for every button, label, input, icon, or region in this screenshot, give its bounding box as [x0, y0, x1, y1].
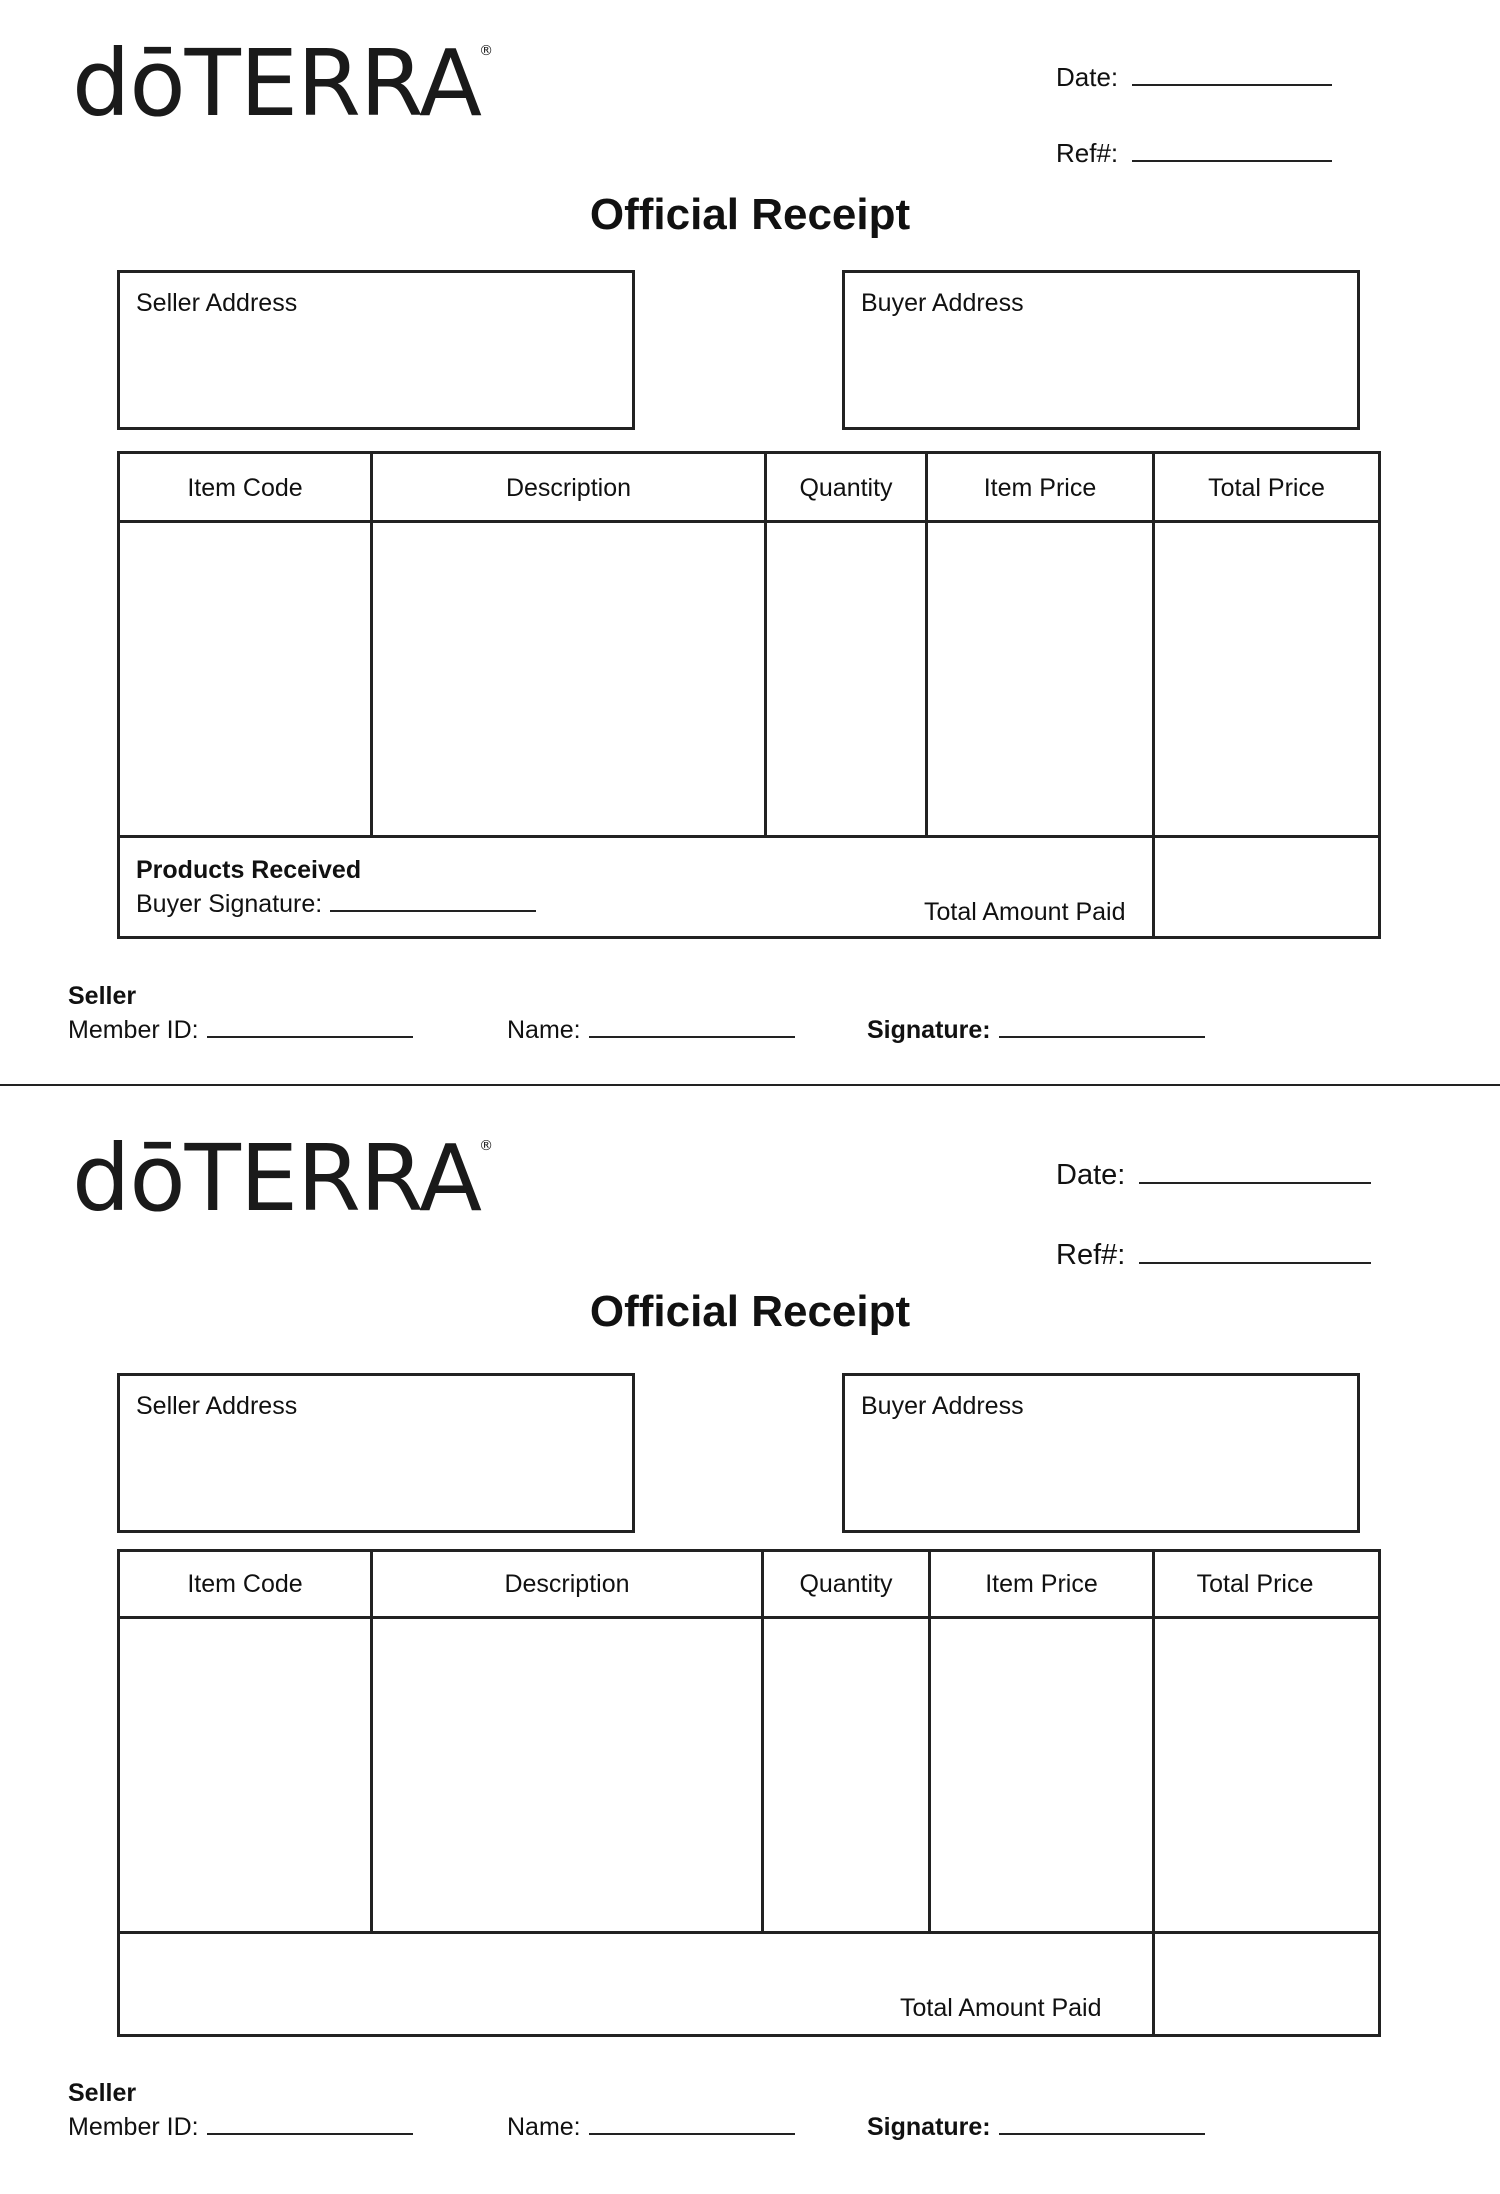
buyer-address-label: Buyer Address — [861, 1392, 1024, 1420]
date-line — [1056, 1159, 1371, 1192]
column-header-total-price: Total Price — [1208, 474, 1325, 502]
ref-field[interactable] — [1132, 140, 1332, 162]
seller-label: Seller — [68, 2079, 137, 2107]
column-header-item-code: Item Code — [187, 1570, 303, 1598]
buyer-address-box[interactable] — [842, 1373, 1360, 1533]
signature-label: Signature: — [867, 2113, 991, 2141]
date-line — [1056, 62, 1332, 93]
date-field[interactable] — [1139, 1162, 1371, 1184]
member-id-line — [68, 2113, 413, 2142]
name-field[interactable] — [589, 1018, 795, 1038]
member-id-label: Member ID: — [68, 2113, 199, 2141]
date-field[interactable] — [1132, 64, 1332, 86]
header-divider — [120, 1616, 1378, 1619]
doterra-logo: dōTERRA® — [72, 1125, 493, 1232]
member-id-field[interactable] — [207, 2115, 413, 2135]
date-label: Date: — [1056, 1159, 1126, 1191]
column-header-description: Description — [505, 474, 632, 502]
page-title: Official Receipt — [589, 1287, 911, 1336]
buyer-address-label: Buyer Address — [861, 289, 1024, 317]
ref-field[interactable] — [1139, 1242, 1371, 1264]
page-title: Official Receipt — [589, 190, 911, 239]
column-divider — [1152, 1552, 1155, 2034]
column-header-item-price: Item Price — [983, 474, 1097, 502]
date-label: Date: — [1056, 62, 1119, 92]
seller-address-box[interactable] — [117, 1373, 635, 1533]
signature-field[interactable] — [999, 1018, 1205, 1038]
ref-line — [1056, 138, 1332, 169]
items-table — [117, 1549, 1381, 2037]
column-header-item-code: Item Code — [187, 474, 303, 502]
signature-line — [867, 1016, 1205, 1045]
name-line — [507, 1016, 795, 1045]
buyer-signature-field[interactable] — [330, 892, 536, 912]
seller-address-label: Seller Address — [136, 289, 298, 317]
total-amount-paid-label: Total Amount Paid — [900, 1994, 1102, 2022]
name-label: Name: — [507, 1016, 581, 1044]
column-header-total-price: Total Price — [1196, 1570, 1314, 1598]
seller-label: Seller — [68, 982, 137, 1010]
member-id-field[interactable] — [207, 1018, 413, 1038]
member-id-label: Member ID: — [68, 1016, 199, 1044]
column-header-quantity: Quantity — [799, 1570, 893, 1598]
name-label: Name: — [507, 2113, 581, 2141]
ref-label: Ref#: — [1056, 138, 1119, 168]
column-divider — [1152, 454, 1155, 936]
ref-label: Ref#: — [1056, 1239, 1126, 1271]
column-header-item-price: Item Price — [985, 1570, 1098, 1598]
cut-line — [0, 1084, 1500, 1086]
seller-address-box[interactable] — [117, 270, 635, 430]
total-amount-paid-label: Total Amount Paid — [924, 898, 1126, 926]
receipt-bottom — [0, 1097, 1500, 2194]
items-table — [117, 451, 1381, 939]
buyer-signature-line — [136, 890, 536, 919]
signature-label: Signature: — [867, 1016, 991, 1044]
column-header-quantity: Quantity — [799, 474, 893, 502]
column-header-description: Description — [504, 1570, 630, 1598]
doterra-logo: dōTERRA® — [72, 30, 493, 137]
buyer-signature-label: Buyer Signature: — [136, 890, 323, 918]
footer-divider — [120, 1931, 1378, 1934]
buyer-address-box[interactable] — [842, 270, 1360, 430]
signature-field[interactable] — [999, 2115, 1205, 2135]
signature-line — [867, 2113, 1205, 2142]
member-id-line — [68, 1016, 413, 1045]
seller-address-label: Seller Address — [136, 1392, 298, 1420]
footer-divider — [120, 835, 1378, 838]
name-field[interactable] — [589, 2115, 795, 2135]
name-line — [507, 2113, 795, 2142]
ref-line — [1056, 1239, 1371, 1272]
products-received-label: Products Received — [136, 856, 362, 884]
